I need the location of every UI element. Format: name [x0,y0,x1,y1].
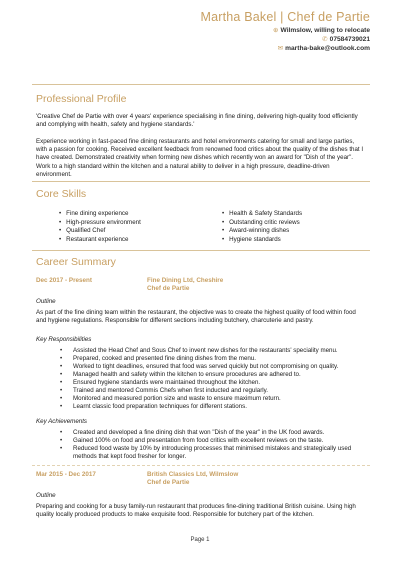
skills-column-right [228,210,302,244]
job-1-achievements-list [60,429,364,461]
job-2-organisation: British Classics Ltd, Wilmslow [147,471,239,478]
job-2-outline: Preparing and cooking for a busy family-run restaurant that produces fine-dining traditional British cuisine. Using high quality locally produced products to make exquisite food. Responsible for butchery part of the kitchen. [36,503,356,519]
job-1-achievements-label: Key Achievements [36,418,88,425]
list-item: • Prepared, cooked and presented fine dining dishes from the menu. [60,355,364,363]
candidate-name: Martha Bakel | Chef de Partie [200,10,370,24]
cv-header [200,10,370,53]
skill-item: • Restaurant experience [65,236,141,245]
job-1-role: Chef de Partie [147,285,190,292]
phone-text[interactable]: 07584739021 [329,36,370,43]
skill-item: • Outstanding critic reviews [228,219,302,228]
skill-item: • Fine dining experience [65,210,141,219]
job-1-dates: Dec 2017 - Present [36,277,93,284]
divider-profile [32,84,370,85]
profile-summary: 'Creative Chef de Partie with over 4 years' experience specialising in fine dining, delivering high-quality food efficiently and complying with health, safety and hygiene standards.' [36,113,358,129]
list-item: • Reduced food waste by 10% by introducing processes that minimised mistakes and strategically used methods that kept food fresher for longer. [60,445,364,461]
skill-item: • High-pressure environment [65,219,141,228]
list-item: • Managed health and safety within the kitchen to ensure procedures are adhered to. [60,371,364,379]
list-item: • Worked to tight deadlines, ensured that food was served quickly but not compromising on quality. [60,363,364,371]
section-title-profile: Professional Profile [36,93,127,105]
phone-icon: ✆ [322,36,328,43]
list-item: • Learnt classic food preparation techniques for different stations. [60,403,364,411]
list-item: • Gained 100% on food and presentation from food critics with excellent reviews on the taste. [60,437,364,445]
divider-skills [32,181,370,182]
email-text[interactable]: martha-bake@outlook.com [285,45,370,52]
list-item: • Created and developed a fine dining dish that won "Dish of the year" in the UK food awards. [60,429,364,437]
phone-line [200,35,370,44]
job-1-organisation: Fine Dining Ltd, Cheshire [147,277,224,284]
divider-career [32,250,370,251]
list-item: • Assisted the Head Chef and Sous Chef to invent new dishes for the restaurants' speciality menu. [60,347,364,355]
location-line [200,26,370,35]
job-2-header [36,471,239,478]
section-title-career: Career Summary [36,256,116,268]
email-icon: ✉ [277,45,284,52]
page-number: Page 1 [190,537,210,543]
section-title-skills: Core Skills [36,188,87,200]
job-1-responsibilities-list [60,347,364,411]
list-item: • Trained and mentored Commis Chefs when first inducted and regularly. [60,387,364,395]
list-item: • Monitored and measured portion size and waste to ensure maximum return. [60,395,364,403]
job-2-outline-label: Outline [36,492,56,499]
skill-item: • Qualified Chef [65,227,141,236]
skill-item: • Award-winning dishes [228,227,302,236]
skill-item: • Health & Safety Standards [228,210,302,219]
location-pin-icon: ⊕ [273,27,279,34]
location-text: Wilmslow, willing to relocate [280,27,370,34]
job-1-header [36,277,224,284]
email-line [200,44,370,53]
divider-job-2 [32,465,370,466]
skill-item: • Hygiene standards [228,236,302,245]
list-item: • Ensured hygiene standards were maintained throughout the kitchen. [60,379,364,387]
skills-column-left [65,210,141,244]
job-2-dates: Mar 2015 - Dec 2017 [36,471,96,478]
profile-details: Experience working in fast-paced fine dining restaurants and hotel environments catering for small and large parties, with a passion for cooking. Received excellent feedback from renowned food critics about the quality of the dishes that I have created. Demonstrated creativity when forming new dishes which recently won an award for "Dish of the year". Work to a high standard within the kitchen and a natural ability to deliver in a high pressure, deadline-driven environment. [36,138,364,178]
job-1-responsibilities-label: Key Responsibilities [36,336,92,343]
job-1-outline-label: Outline [36,298,56,305]
job-2-role: Chef de Partie [147,479,190,486]
job-1-outline: As part of the fine dining team within the restaurant, the objective was to create the highest quality of food within food and hygiene regulations. Responsible for different sections including butchery, charcuterie and pastry. [36,309,356,325]
